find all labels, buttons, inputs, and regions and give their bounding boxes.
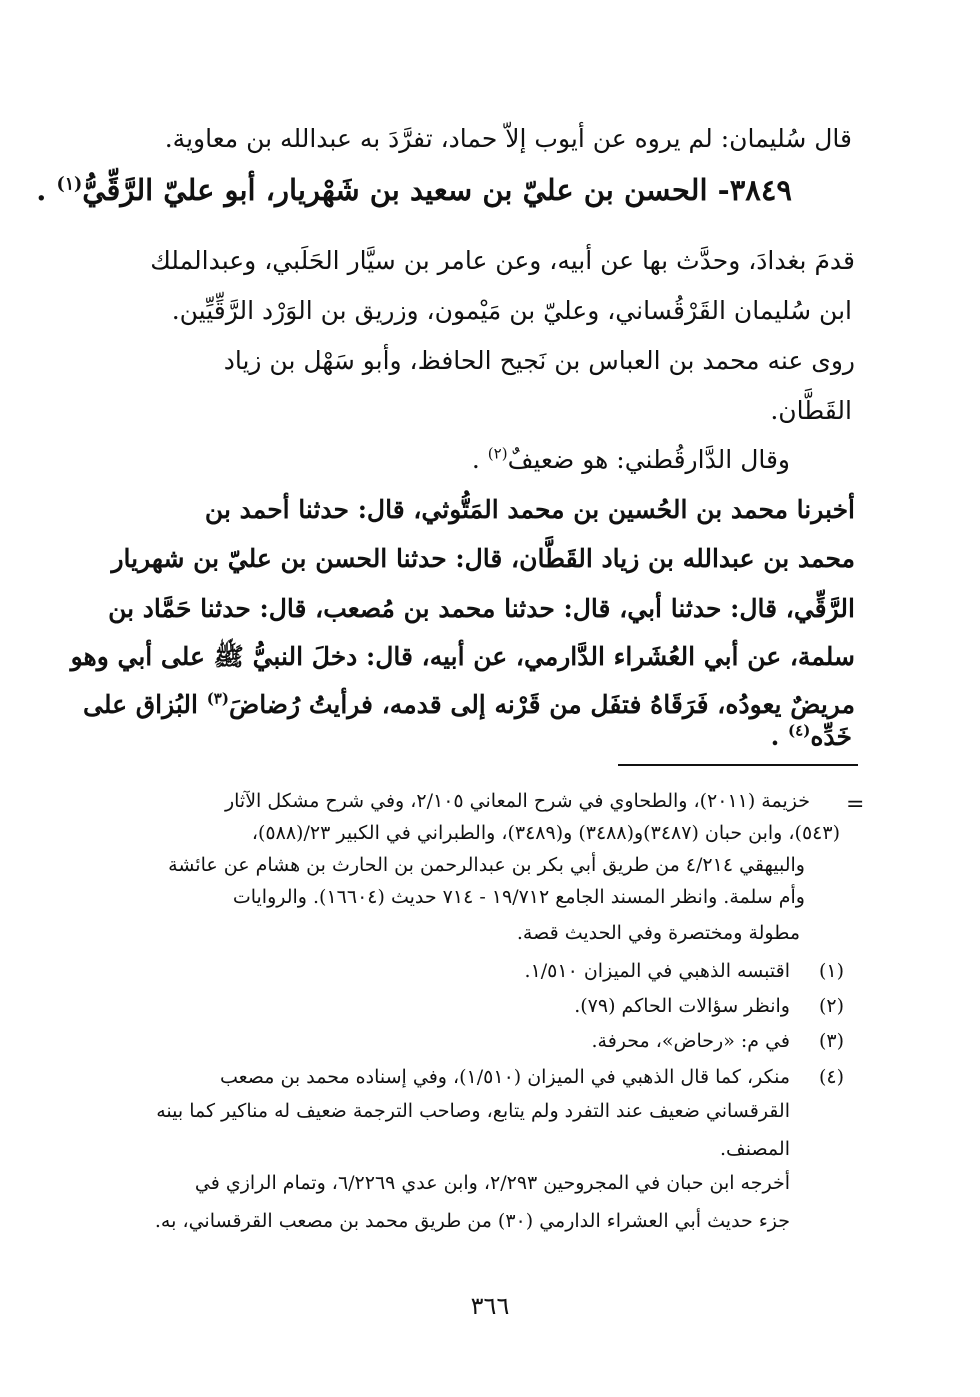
footnote-line: مطولة ومختصرة وفي الحديث قصة. [516, 922, 800, 944]
entry-number: ٣٨٤٩- [717, 173, 792, 207]
footnote-line: القرقساني ضعيف عند التفرد ولم يتابع، وصاحب الترجمة ضعيف له مناكير كما بينه [156, 1100, 790, 1122]
footnote-line: المصنف. [720, 1138, 790, 1160]
paragraph-line: سلمة، عن أبي العُشَراء الدَّارمي، عن أبيه، قال: دخلَ النبيُّ ﷺ على أبي وهو [70, 642, 855, 671]
page-number: ٣٦٦ [470, 1292, 510, 1320]
footnote-separator [618, 764, 858, 766]
footnote-ref-3: (٣) [206, 689, 229, 708]
footnote-ref-2: (٢) [487, 444, 508, 463]
footnote-line: والبيهقي ٤/٢١٤ من طريق أبي بكر بن عبدالرحمن بن الحارث بن هشام عن عائشة [168, 854, 805, 876]
footnote-number: (٢) [818, 995, 844, 1017]
footnote-1: اقتبسه الذهبي في الميزان ١/٥١٠. [524, 960, 790, 982]
footnote-line: أخرجه ابن حبان في المجروحين ٢/٢٩٣، وابن عدي ٦/٢٢٦٩، وتمام الرازي في [194, 1172, 790, 1194]
footnote-ref-4: (٤) [788, 721, 811, 740]
paragraph-line: قدمَ بغدادَ، وحدَّث بها عن أبيه، وعن عامر بن سيَّار الحَلَبي، وعبدالملك [150, 246, 855, 275]
paragraph-line: خَدِّه$^{(٤)}$ . [770, 721, 852, 751]
footnote-line: وأم سلمة. وانظر المسند الجامع ١٩/٧١٢ - ٧١٤ حديث (١٦٦٠٤). والروايات [232, 886, 805, 908]
paragraph-line: أخبرنا محمد بن الحُسين بن محمد المَتُّوثي، قال: حدثنا أحمد بن [204, 495, 855, 524]
footnote-number: (٣) [818, 1030, 844, 1052]
paragraph-line: مريضٌ يعودُه، فَرَقَاهُ فتفَل من قَرْنه إلى قدمه، فرأيتُ رُضاضَ$^{(٣)}$ البُزاق على [83, 689, 855, 719]
footnote-number: (١) [818, 960, 844, 982]
paragraph-line: روى عنه محمد بن العباس بن نَجيح الحافظ، وأبو سَهْل بن زياد [223, 346, 855, 375]
paragraph-line: القَطَّان. [770, 396, 852, 425]
footnote-4: منكر، كما قال الذهبي في الميزان (١/٥١٠)، وفي إسناده محمد بن مصعب [219, 1066, 790, 1088]
footnote-3: في م: «رحاض»، محرفة. [591, 1030, 790, 1052]
paragraph-line: الرَّقِّي، قال: حدثنا أبي، قال: حدثنا محمد بن مُصعب، قال: حدثنا حَمَّاد بن [108, 594, 855, 623]
paragraph-line: وقال الدَّارقُطني: هو ضعيفٌ$^{(٢)}$ . [471, 444, 790, 474]
footnote-line: خزيمة (٢٠١١)، والطحاوي في شرح المعاني ٢/١٠٥، وفي شرح مشكل الآثار [224, 790, 810, 812]
paragraph-line: محمد بن عبدالله بن زياد القَطَّان، قال: حدثنا الحسن بن عليّ بن شهريار [111, 544, 855, 573]
footnote-2: وانظر سؤالات الحاكم (٧٩). [574, 995, 790, 1017]
footnote-ref-1: (١) [56, 174, 83, 195]
entry-title: الحسن بن عليّ بن سعيد بن شَهْريار، أبو عليّ الرَّقِّيُّ [82, 173, 718, 207]
footnote-line: جزء حديث أبي العشراء الدارمي (٣٠) من طريق محمد بن مصعب القرقساني، به. [154, 1210, 790, 1232]
continuation-mark: = [846, 792, 865, 817]
footnote-number: (٤) [818, 1066, 844, 1088]
footnote-line: (٥٤٣)، وابن حبان (٣٤٨٧)و(٣٤٨٨) و(٣٤٨٩)، والطبراني في الكبير ٢٣/(٥٨٨)، [251, 822, 840, 844]
paragraph-line: ابن سُليمان القَرْقُساني، وعليّ بن مَيْمون، وزريق بن الوَرْد الرَّقِّيِّين. [171, 296, 852, 325]
body-line-sulayman: قال سُليمان: لم يروه عن أيوب إلاّ حماد، تفرَّدَ به عبدالله بن معاوية. [164, 124, 852, 153]
entry-heading: ٣٨٤٩- الحسن بن عليّ بن سعيد بن شَهْريار، أبو عليّ الرَّقِّيُّ$^{(١)}$ . [36, 173, 792, 207]
